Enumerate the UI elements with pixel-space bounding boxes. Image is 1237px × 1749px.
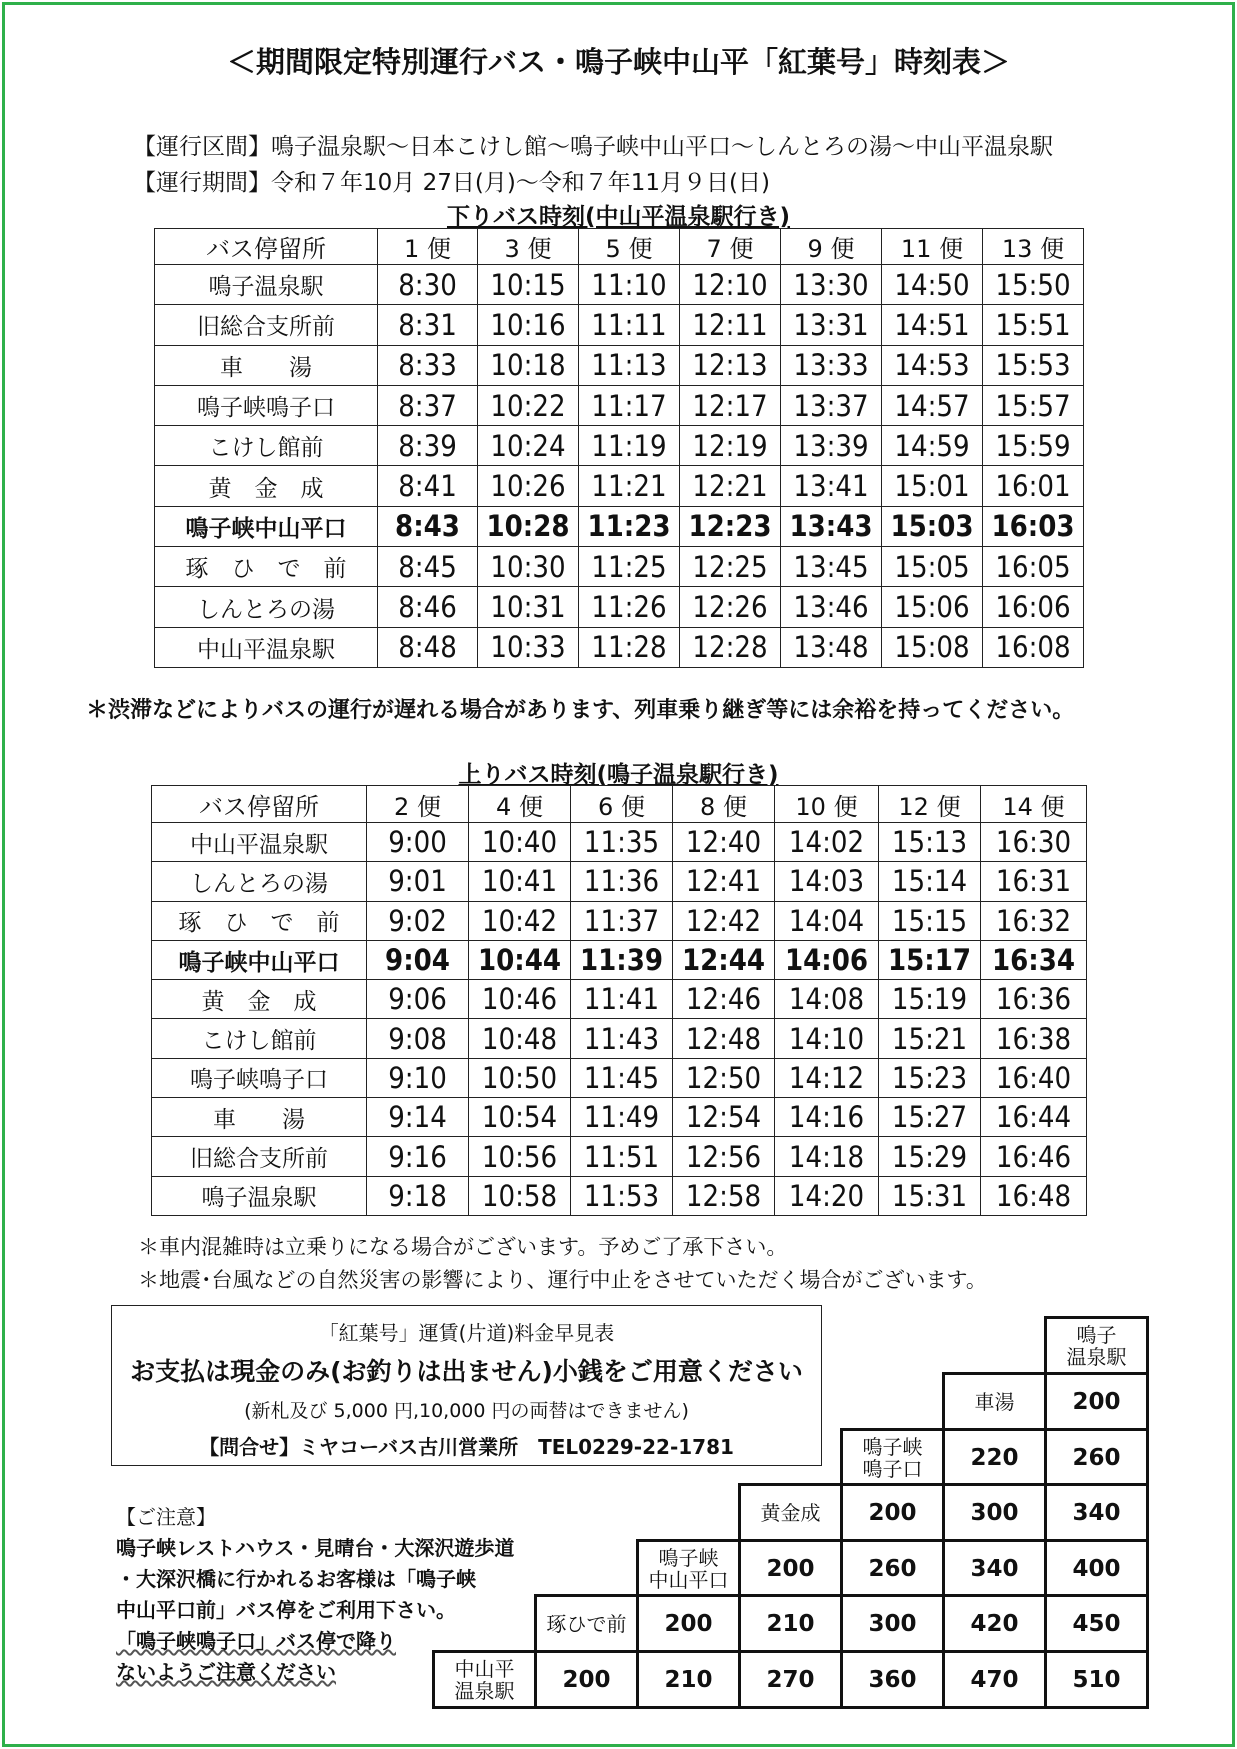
departure-time-cell: 12:50 (673, 1058, 775, 1097)
departure-time-cell: 15:31 (879, 1176, 981, 1215)
departure-time-cell: 15:23 (879, 1058, 981, 1097)
departure-time-cell: 11:17 (579, 385, 680, 425)
departure-time-cell: 11:35 (571, 823, 673, 862)
fare-cell: 220 (942, 1428, 1047, 1487)
fare-box-contact: 【問合せ】ミヤコーバス古川営業所 TEL0229-22-1781 (199, 1435, 734, 1459)
stop-name-cell: 鳴子峡鳴子口 (152, 1058, 367, 1097)
fare-cell: 340 (1044, 1483, 1149, 1542)
departure-time-cell: 10:15 (478, 265, 579, 305)
departure-time-cell: 10:31 (478, 587, 579, 627)
traffic-note: ＊渋滞などによりバスの運行が遅れる場合があります、列車乗り継ぎ等には余裕を持ってください。 (86, 698, 1075, 723)
departure-time-cell: 11:41 (571, 980, 673, 1019)
header-trip-cell: 1 便 (378, 229, 478, 265)
timetable-row (155, 506, 1084, 546)
header-trip-cell: 5 便 (579, 229, 680, 265)
timetable-row (152, 1058, 1087, 1097)
fare-stop-label: 鳴子峡 鳴子口 (840, 1428, 945, 1487)
departure-time-cell: 12:48 (673, 1019, 775, 1058)
departure-time-cell: 15:53 (983, 345, 1084, 385)
fare-cell: 260 (840, 1539, 945, 1598)
departure-time-cell: 8:45 (378, 547, 478, 587)
departure-time-cell: 11:11 (579, 305, 680, 345)
note-disaster: ＊地震･台風などの自然災害の影響により、運行中止をさせていただく場合がございます。 (138, 1268, 987, 1292)
departure-time-cell: 9:16 (367, 1137, 469, 1176)
departure-time-cell: 10:41 (469, 862, 571, 901)
departure-time-cell: 14:57 (882, 385, 983, 425)
departure-time-cell: 9:02 (367, 901, 469, 940)
stop-name-cell: 中山平温泉駅 (152, 823, 367, 862)
header-trip-cell: 14 便 (981, 786, 1087, 823)
departure-time-cell: 13:48 (781, 627, 882, 667)
departure-time-cell: 11:43 (571, 1019, 673, 1058)
departure-time-cell: 14:03 (775, 862, 879, 901)
departure-time-cell: 12:56 (673, 1137, 775, 1176)
departure-time-cell: 16:38 (981, 1019, 1087, 1058)
departure-time-cell: 11:25 (579, 547, 680, 587)
departure-time-cell: 16:36 (981, 980, 1087, 1019)
departure-time-cell: 14:53 (882, 345, 983, 385)
departure-time-cell: 16:03 (983, 506, 1084, 546)
fare-cell: 360 (840, 1650, 945, 1709)
timetable-row (152, 1137, 1087, 1176)
departure-time-cell: 10:22 (478, 385, 579, 425)
departure-time-cell: 14:06 (775, 940, 879, 979)
route-info: 【運行区間】鳴子温泉駅～日本こけし館～鳴子峡中山平口～しんとろの湯～中山平温泉駅 (133, 134, 1053, 160)
departure-time-cell: 12:40 (673, 823, 775, 862)
departure-time-cell: 9:00 (367, 823, 469, 862)
departure-time-cell: 15:03 (882, 506, 983, 546)
departure-time-cell: 12:41 (673, 862, 775, 901)
departure-time-cell: 12:44 (673, 940, 775, 979)
fare-stop-label: 鳴子 温泉駅 (1044, 1316, 1149, 1375)
departure-time-cell: 14:16 (775, 1098, 879, 1137)
page-title: ＜期間限定特別運行バス・鳴子峡中山平「紅葉号」時刻表＞ (226, 45, 1010, 79)
fare-box-exchange-note: (新札及び 5,000 円,10,000 円の両替はできません) (244, 1400, 689, 1422)
stop-name-cell: 琢 ひ で 前 (152, 901, 367, 940)
timetable-row (155, 627, 1084, 667)
fare-cell: 200 (636, 1594, 741, 1653)
caution-warning: ないようご注意ください (116, 1660, 336, 1684)
departure-time-cell: 9:06 (367, 980, 469, 1019)
timetable-row (155, 265, 1084, 305)
departure-time-cell: 13:31 (781, 305, 882, 345)
timetable-row (152, 1019, 1087, 1058)
header-trip-cell: 3 便 (478, 229, 579, 265)
departure-time-cell: 15:15 (879, 901, 981, 940)
departure-time-cell: 16:44 (981, 1098, 1087, 1137)
stop-name-cell: 黄 金 成 (152, 980, 367, 1019)
timetable-row (155, 345, 1084, 385)
fare-cell: 400 (1044, 1539, 1149, 1598)
departure-time-cell: 15:06 (882, 587, 983, 627)
departure-time-cell: 11:45 (571, 1058, 673, 1097)
fare-cell: 210 (738, 1594, 843, 1653)
header-trip-cell: 4 便 (469, 786, 571, 823)
departure-time-cell: 16:32 (981, 901, 1087, 940)
fare-stop-label: 車湯 (942, 1372, 1047, 1431)
stop-name-cell: しんとろの湯 (155, 587, 378, 627)
timetable-row (152, 901, 1087, 940)
departure-time-cell: 8:33 (378, 345, 478, 385)
departure-time-cell: 14:20 (775, 1176, 879, 1215)
departure-time-cell: 9:04 (367, 940, 469, 979)
departure-time-cell: 10:33 (478, 627, 579, 667)
stop-name-cell: しんとろの湯 (152, 862, 367, 901)
departure-time-cell: 13:45 (781, 547, 882, 587)
fare-stop-label: 鳴子峡 中山平口 (636, 1539, 741, 1598)
timetable-row (155, 385, 1084, 425)
departure-time-cell: 13:37 (781, 385, 882, 425)
departure-time-cell: 9:10 (367, 1058, 469, 1097)
fare-cell: 470 (942, 1650, 1047, 1709)
stop-name-cell: 旧総合支所前 (152, 1137, 367, 1176)
departure-time-cell: 15:05 (882, 547, 983, 587)
fare-cell: 210 (636, 1650, 741, 1709)
departure-time-cell: 13:33 (781, 345, 882, 385)
departure-time-cell: 14:02 (775, 823, 879, 862)
header-trip-cell: 9 便 (781, 229, 882, 265)
departure-time-cell: 11:26 (579, 587, 680, 627)
departure-time-cell: 14:12 (775, 1058, 879, 1097)
stop-name-cell: 鳴子峡鳴子口 (155, 385, 378, 425)
stop-name-cell: 黄 金 成 (155, 466, 378, 506)
departure-time-cell: 11:23 (579, 506, 680, 546)
timetable-header-row (155, 229, 1084, 265)
departure-time-cell: 10:30 (478, 547, 579, 587)
departure-time-cell: 9:14 (367, 1098, 469, 1137)
down-timetable (154, 228, 1084, 668)
departure-time-cell: 11:19 (579, 426, 680, 466)
timetable-row (152, 823, 1087, 862)
header-trip-cell: 13 便 (983, 229, 1084, 265)
fare-cell: 200 (840, 1483, 945, 1542)
timetable-row (152, 1098, 1087, 1137)
departure-time-cell: 16:46 (981, 1137, 1087, 1176)
fare-cell: 450 (1044, 1594, 1149, 1653)
fare-cell: 510 (1044, 1650, 1149, 1709)
fare-cell: 260 (1044, 1428, 1149, 1487)
departure-time-cell: 16:05 (983, 547, 1084, 587)
departure-time-cell: 15:21 (879, 1019, 981, 1058)
up-timetable-heading: 上りバス時刻(鳴子温泉駅行き) (458, 762, 779, 788)
stop-name-cell: 鳴子温泉駅 (155, 265, 378, 305)
departure-time-cell: 12:28 (680, 627, 781, 667)
fare-cell: 300 (942, 1483, 1047, 1542)
departure-time-cell: 12:26 (680, 587, 781, 627)
timetable-row (152, 862, 1087, 901)
departure-time-cell: 8:46 (378, 587, 478, 627)
stop-name-cell: 鳴子温泉駅 (152, 1176, 367, 1215)
fare-cell: 420 (942, 1594, 1047, 1653)
departure-time-cell: 9:18 (367, 1176, 469, 1215)
fare-cell: 270 (738, 1650, 843, 1709)
departure-time-cell: 10:50 (469, 1058, 571, 1097)
departure-time-cell: 8:41 (378, 466, 478, 506)
departure-time-cell: 9:01 (367, 862, 469, 901)
note-crowding: ＊車内混雑時は立乗りになる場合がございます。予めご了承下さい。 (138, 1235, 788, 1259)
departure-time-cell: 10:44 (469, 940, 571, 979)
stop-name-cell: 琢 ひ で 前 (155, 547, 378, 587)
departure-time-cell: 12:42 (673, 901, 775, 940)
departure-time-cell: 10:26 (478, 466, 579, 506)
departure-time-cell: 10:42 (469, 901, 571, 940)
stop-name-cell: こけし館前 (155, 426, 378, 466)
up-timetable (151, 785, 1087, 1216)
timetable-header-row (152, 786, 1087, 823)
departure-time-cell: 8:48 (378, 627, 478, 667)
departure-time-cell: 15:59 (983, 426, 1084, 466)
header-trip-cell: 11 便 (882, 229, 983, 265)
fare-box-payment: お支払は現金のみ(お釣りは出ません)小銭をご用意ください (130, 1357, 803, 1386)
departure-time-cell: 16:31 (981, 862, 1087, 901)
departure-time-cell: 15:17 (879, 940, 981, 979)
departure-time-cell: 13:39 (781, 426, 882, 466)
departure-time-cell: 13:30 (781, 265, 882, 305)
period-info: 【運行期間】令和７年10月 27日(月)～令和７年11月９日(日) (133, 170, 771, 196)
fare-cell: 340 (942, 1539, 1047, 1598)
departure-time-cell: 16:06 (983, 587, 1084, 627)
departure-time-cell: 14:50 (882, 265, 983, 305)
header-trip-cell: 2 便 (367, 786, 469, 823)
departure-time-cell: 12:25 (680, 547, 781, 587)
departure-time-cell: 10:48 (469, 1019, 571, 1058)
departure-time-cell: 13:43 (781, 506, 882, 546)
departure-time-cell: 8:30 (378, 265, 478, 305)
departure-time-cell: 12:58 (673, 1176, 775, 1215)
departure-time-cell: 10:40 (469, 823, 571, 862)
departure-time-cell: 15:14 (879, 862, 981, 901)
departure-time-cell: 10:24 (478, 426, 579, 466)
departure-time-cell: 11:53 (571, 1176, 673, 1215)
departure-time-cell: 15:51 (983, 305, 1084, 345)
departure-time-cell: 15:50 (983, 265, 1084, 305)
departure-time-cell: 12:54 (673, 1098, 775, 1137)
departure-time-cell: 12:21 (680, 466, 781, 506)
departure-time-cell: 16:08 (983, 627, 1084, 667)
timetable-row (155, 466, 1084, 506)
departure-time-cell: 11:36 (571, 862, 673, 901)
header-trip-cell: 10 便 (775, 786, 879, 823)
departure-time-cell: 15:08 (882, 627, 983, 667)
departure-time-cell: 14:08 (775, 980, 879, 1019)
fare-cell: 300 (840, 1594, 945, 1653)
departure-time-cell: 11:21 (579, 466, 680, 506)
header-trip-cell: 12 便 (879, 786, 981, 823)
departure-time-cell: 12:23 (680, 506, 781, 546)
departure-time-cell: 8:39 (378, 426, 478, 466)
timetable-row (155, 305, 1084, 345)
stop-name-cell: 旧総合支所前 (155, 305, 378, 345)
timetable-row (155, 547, 1084, 587)
timetable-row (152, 1176, 1087, 1215)
departure-time-cell: 14:59 (882, 426, 983, 466)
departure-time-cell: 12:11 (680, 305, 781, 345)
departure-time-cell: 15:19 (879, 980, 981, 1019)
departure-time-cell: 11:37 (571, 901, 673, 940)
fare-cell: 200 (534, 1650, 639, 1709)
departure-time-cell: 12:17 (680, 385, 781, 425)
departure-time-cell: 8:43 (378, 506, 478, 546)
caution-block (116, 1502, 514, 1688)
departure-time-cell: 15:13 (879, 823, 981, 862)
header-trip-cell: 7 便 (680, 229, 781, 265)
departure-time-cell: 10:18 (478, 345, 579, 385)
departure-time-cell: 11:13 (579, 345, 680, 385)
fare-box-title: 「紅葉号」運賃(片道)料金早見表 (318, 1321, 615, 1345)
departure-time-cell: 10:16 (478, 305, 579, 345)
header-trip-cell: 8 便 (673, 786, 775, 823)
departure-time-cell: 13:41 (781, 466, 882, 506)
departure-time-cell: 14:51 (882, 305, 983, 345)
departure-time-cell: 10:46 (469, 980, 571, 1019)
departure-time-cell: 12:19 (680, 426, 781, 466)
caution-line: 中山平口前」バス停をご利用下さい。 (116, 1598, 456, 1622)
down-timetable-heading: 下りバス時刻(中山平温泉駅行き) (446, 204, 791, 230)
fare-info-box (111, 1305, 822, 1466)
departure-time-cell: 16:48 (981, 1176, 1087, 1215)
departure-time-cell: 10:58 (469, 1176, 571, 1215)
fare-cell: 200 (738, 1539, 843, 1598)
departure-time-cell: 11:51 (571, 1137, 673, 1176)
departure-time-cell: 11:10 (579, 265, 680, 305)
departure-time-cell: 10:54 (469, 1098, 571, 1137)
caution-line: 鳴子峡レストハウス・見晴台・大深沢遊歩道 (116, 1536, 515, 1560)
departure-time-cell: 16:40 (981, 1058, 1087, 1097)
departure-time-cell: 11:28 (579, 627, 680, 667)
departure-time-cell: 10:56 (469, 1137, 571, 1176)
departure-time-cell: 11:49 (571, 1098, 673, 1137)
caution-line: ・大深沢橋に行かれるお客様は「鳴子峡 (116, 1567, 476, 1591)
caution-heading: 【ご注意】 (116, 1505, 216, 1529)
departure-time-cell: 8:37 (378, 385, 478, 425)
header-trip-cell: 6 便 (571, 786, 673, 823)
fare-stop-label: 中山平 温泉駅 (432, 1650, 537, 1709)
departure-time-cell: 12:13 (680, 345, 781, 385)
departure-time-cell: 11:39 (571, 940, 673, 979)
stop-name-cell: 車 湯 (155, 345, 378, 385)
fare-stop-label: 黄金成 (738, 1483, 843, 1542)
fare-stop-label: 琢ひで前 (534, 1594, 639, 1653)
departure-time-cell: 10:28 (478, 506, 579, 546)
timetable-row (152, 940, 1087, 979)
departure-time-cell: 15:01 (882, 466, 983, 506)
stop-name-cell: こけし館前 (152, 1019, 367, 1058)
departure-time-cell: 15:27 (879, 1098, 981, 1137)
departure-time-cell: 9:08 (367, 1019, 469, 1058)
timetable-row (152, 980, 1087, 1019)
departure-time-cell: 12:46 (673, 980, 775, 1019)
departure-time-cell: 8:31 (378, 305, 478, 345)
stop-name-cell: 車 湯 (152, 1098, 367, 1137)
header-stop-cell: バス停留所 (155, 229, 378, 265)
header-stop-cell: バス停留所 (152, 786, 367, 823)
timetable-row (155, 426, 1084, 466)
departure-time-cell: 15:57 (983, 385, 1084, 425)
fare-cell: 200 (1044, 1372, 1149, 1431)
departure-time-cell: 16:34 (981, 940, 1087, 979)
caution-warning: 「鳴子峡鳴子口」バス停で降り (116, 1629, 396, 1653)
departure-time-cell: 16:30 (981, 823, 1087, 862)
stop-name-cell: 鳴子峡中山平口 (152, 940, 367, 979)
departure-time-cell: 13:46 (781, 587, 882, 627)
departure-time-cell: 16:01 (983, 466, 1084, 506)
departure-time-cell: 14:04 (775, 901, 879, 940)
stop-name-cell: 中山平温泉駅 (155, 627, 378, 667)
timetable-row (155, 587, 1084, 627)
departure-time-cell: 14:18 (775, 1137, 879, 1176)
departure-time-cell: 12:10 (680, 265, 781, 305)
departure-time-cell: 14:10 (775, 1019, 879, 1058)
departure-time-cell: 15:29 (879, 1137, 981, 1176)
stop-name-cell: 鳴子峡中山平口 (155, 506, 378, 546)
